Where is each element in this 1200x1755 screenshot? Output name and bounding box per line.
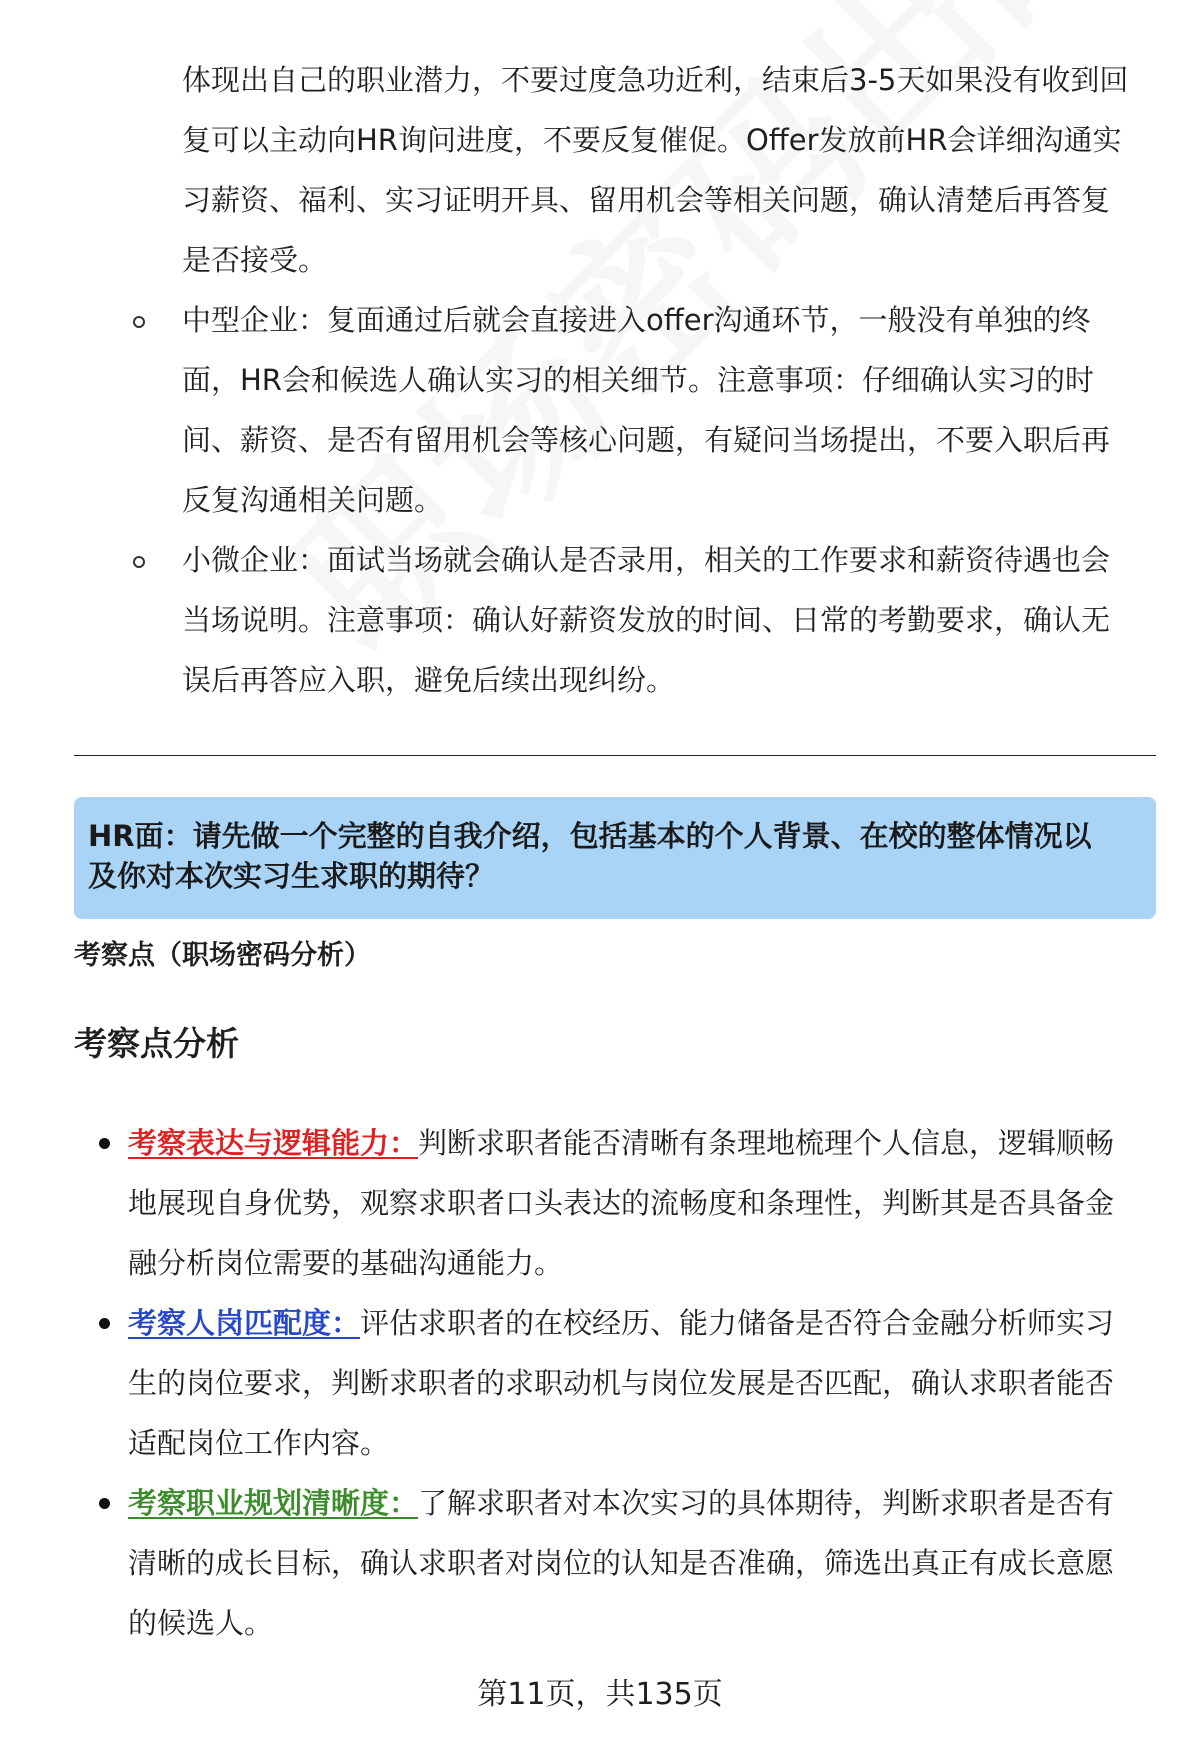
highlight-label: 考察职业规划清晰度： [128,1486,419,1520]
analysis-list [128,1113,1158,1653]
text-span: 了解求职者对本次实习的具体期待，判断求职者是否有 [418,1486,1115,1520]
analysis-item-expression [128,1113,1158,1293]
text-line: 地展现自身优势，观察求职者口头表达的流畅度和条理性，判断其是否具备金 [128,1186,1115,1220]
text-line: 适配岗位工作内容。 [128,1426,390,1460]
text-line: 当场说明。注意事项：确认好薪资发放的时间、日常的考勤要求，确认无 [182,603,1111,637]
text-line: 清晰的成长目标，确认求职者对岗位的认知是否准确，筛选出真正有成长意愿 [128,1546,1115,1580]
analysis-heading: 考察点分析 [74,1024,239,1063]
text-line: 小微企业：面试当场就会确认是否录用，相关的工作要求和薪资待遇也会 [182,543,1111,577]
section-divider [74,755,1156,756]
hollow-bullet-icon [133,556,145,568]
text-line: 的候选人。 [128,1606,274,1640]
text-line: 间、薪资、是否有留用机会等核心问题，有疑问当场提出，不要入职后再 [182,423,1111,457]
text-line: 中型企业：复面通过后就会直接进入offer沟通环节，一般没有单独的终 [182,303,1091,337]
text-span: 评估求职者的在校经历、能力储备是否符合金融分析师实习 [360,1306,1115,1340]
hollow-bullet-icon [133,316,145,328]
text-line [128,1113,1158,1173]
question-line: 及你对本次实习生求职的期待？ [88,859,495,893]
text-line: 融分析岗位需要的基础沟通能力。 [128,1246,564,1280]
inspection-point-label: 考察点（职场密码分析） [74,940,371,971]
text-line: 习薪资、福利、实习证明开具、留用机会等相关问题，确认清楚后再答复 [182,183,1111,217]
text-line: 复可以主动向HR询问进度，不要反复催促。Offer发放前HR会详细沟通实 [182,123,1122,157]
bullet-icon [99,1138,110,1149]
highlight-label: 考察人岗匹配度： [128,1306,361,1340]
text-line: 反复沟通相关问题。 [182,483,444,517]
list-item-medium-company [148,290,1158,530]
sub-list [148,50,1158,710]
text-span: 判断求职者能否清晰有条理地梳理个人信息，逻辑顺畅 [418,1126,1115,1160]
text-line: 面，HR会和候选人确认实习的相关细节。注意事项：仔细确认实习的时 [182,363,1094,397]
text-line: 误后再答应入职，避免后续出现纠纷。 [182,663,676,697]
text-line: 体现出自己的职业潜力，不要过度急功近利，结束后3-5天如果没有收到回 [182,63,1129,97]
analysis-item-fit [128,1293,1158,1473]
text-line: 是否接受。 [182,243,328,277]
bullet-icon [99,1498,110,1509]
text-line: 生的岗位要求，判断求职者的求职动机与岗位发展是否匹配，确认求职者能否 [128,1366,1115,1400]
text-line [128,1473,1158,1533]
bullet-icon [99,1318,110,1329]
list-item-small-company [148,530,1158,710]
analysis-item-career-plan [128,1473,1158,1653]
page-number: 第11页，共135页 [477,1677,723,1712]
list-item-continuation [148,50,1158,290]
question-box [74,797,1156,919]
question-line: HR面：请先做一个完整的自我介绍，包括基本的个人背景、在校的整体情况以 [88,819,1092,853]
text-line [128,1293,1158,1353]
highlight-label: 考察表达与逻辑能力： [128,1126,419,1160]
